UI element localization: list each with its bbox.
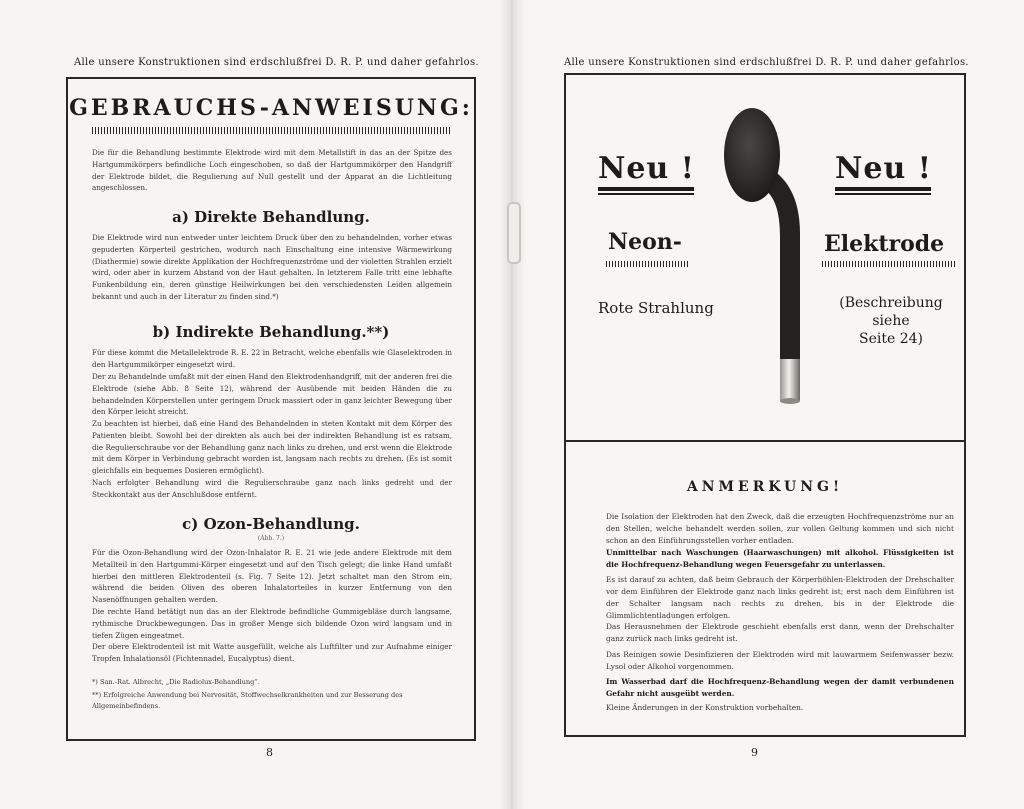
red-radiation-note: Rote Strahlung: [598, 299, 714, 317]
electrode-metal-tip: [780, 359, 800, 401]
intro-paragraph: Die für die Behandlung bestimmte Elektrode wird mit dem Metallstift in das an der Spitze des Hartgummikörpers befindliche Loch eingeschoben, so daß der Hartgummikörper den Handgriff der Elektrode bildet, die Regulierung auf Null gestellt und der Apparat an die Lichtleitung angeschlossen.: [92, 148, 452, 193]
right-page: [512, 0, 1024, 809]
elektrode-hatch-rule: [822, 261, 956, 267]
section-b-paragraph-3: Zu beachten ist hierbei, daß eine Hand des Behandelnden in steten Kontakt mit dem Körper des Patienten bleibt. Sowohl bei der direkten als auch bei der indirekten Behandlung ist es ratsam, die Regulierschraube vor der Behandlung ganz nach links zu drehen, und erst wenn die Elektrode mit dem Körper in Verbindung gebracht worden ist, langsam nach rechts zu drehen. (Es ist somit gleichfalls ein bequemes Dosieren ermöglicht).: [92, 419, 452, 476]
page-title: GEBRAUCHS-ANWEISUNG:: [69, 95, 473, 121]
electrode-head: [724, 108, 780, 202]
note-title: ANMERKUNG!: [686, 479, 844, 495]
description-line-2: siehe: [872, 313, 910, 329]
page-number-left: 8: [266, 746, 273, 759]
note-paragraph-3: Es ist darauf zu achten, daß beim Gebrauch der Körperhöhlen-Elektroden der Drehschalter vor dem Einführen der Elektrode ganz nach links gedreht ist; erst nach dem Einführen ist der Schalter langsam nach rechts zu drehen, bis in der Elektrode die Glimmlichtentladungen erfolgen.: [606, 575, 954, 620]
section-divider: [566, 440, 964, 442]
neu-label-right: Neu !: [835, 151, 932, 186]
neon-electrode-illustration: [716, 105, 816, 415]
section-b-paragraph-4: Nach erfolgter Behandlung wird die Regulierschraube ganz nach links gedreht und der Steckkontakt aus der Anschlußdose entfernt.: [92, 478, 452, 499]
neu-underline-right: [835, 187, 931, 191]
note-paragraph-6: Im Wasserbad darf die Hochfrequenz-Behandlung wegen der damit verbundenen Gefahr nicht ausgeübt werden.: [606, 677, 954, 698]
left-page-header: Alle unsere Konstruktionen sind erdschlußfrei D. R. P. und daher gefahrlos.: [74, 57, 479, 68]
section-c-caption: (Abb. 7.): [257, 535, 285, 542]
neu-underline-left-2: [598, 193, 694, 195]
section-b-heading: b) Indirekte Behandlung.**): [152, 323, 390, 341]
page-number-right: 9: [751, 746, 758, 759]
note-paragraph-5: Das Reinigen sowie Desinfizieren der Elektroden wird mit lauwarmem Seifenwasser bezw. Lysol oder Alkohol vorgenommen.: [606, 650, 954, 671]
note-paragraph-1: Die Isolation der Elektroden hat den Zweck, daß die erzeugten Hochfrequenzströme nur an den Stellen, welche behandelt werden sollen, zur vollen Geltung kommen und sich nicht schon an den Einführungsstellen vorher entladen.: [606, 512, 954, 545]
word-elektrode: Elektrode: [824, 231, 945, 257]
gutter-shadow: [498, 0, 526, 809]
section-c-paragraph-2: Die rechte Hand betätigt nun das an der Elektrode befindliche Gummigebläse durch langsame, rythmische Druckbewegungen. Das in großer Menge sich bildende Ozon wird langsam und in tiefen Zügen eingeatmet.: [92, 607, 452, 640]
note-paragraph-7: Kleine Änderungen in der Konstruktion vorbehalten.: [606, 703, 804, 712]
binding-staple: [507, 202, 521, 264]
neu-underline-left: [598, 187, 694, 191]
left-page-frame: [66, 77, 476, 741]
section-a-heading: a) Direkte Behandlung.: [172, 208, 370, 226]
description-line-3: Seite 24): [859, 331, 923, 347]
section-c-paragraph-3: Der obere Elektrodenteil ist mit Watte ausgefüllt, welche als Luftfilter und zur Aufnahme einiger Tropfen Inhalationsöl (Fichtennadel, Eucalyptus) dient.: [92, 642, 452, 663]
note-paragraph-4: Das Herausnehmen der Elektrode geschieht ebenfalls erst dann, wenn der Drehschalter ganz zurück nach links gedreht ist.: [606, 622, 954, 643]
note-paragraph-2: Unmittelbar nach Waschungen (Haarwaschungen) mit alkohol. Flüssigkeiten ist die Hochfrequenz-Behandlung wegen Feuersgefahr zu unterlassen.: [606, 548, 954, 569]
right-page-frame: [564, 73, 966, 737]
title-hatch-rule: [92, 127, 450, 134]
electrode-tip-end: [780, 398, 800, 404]
section-b-paragraph-1: Für diese kommt die Metallelektrode R. E. 22 in Betracht, welche ebenfalls wie Glaselektroden in den Hartgummikörper eingesetzt wird.: [92, 348, 452, 369]
word-neon: Neon-: [608, 229, 682, 255]
right-page-header: Alle unsere Konstruktionen sind erdschlußfrei D. R. P. und daher gefahrlos.: [564, 57, 969, 68]
neon-hatch-rule: [606, 261, 690, 267]
footnote-1: *) San.-Rat. Albrecht, „Die Radiolux-Behandlung“.: [92, 678, 260, 686]
description-line-1: (Beschreibung: [839, 295, 943, 311]
section-c-heading: c) Ozon-Behandlung.: [182, 515, 360, 533]
neu-label-left: Neu !: [598, 151, 695, 186]
footnote-2: **) Erfolgreiche Anwendung bei Nervosität, Stoffwechselkrankheiten und zur Besserung des Allgemeinbefindens.: [92, 691, 403, 710]
section-c-paragraph-1: Für die Ozon-Behandlung wird der Ozon-Inhalator R. E. 21 wie jede andere Elektrode mit dem Metallteil in den Hartgummi-Körper eingesetzt und auf den Tisch gelegt; die linke Hand umfaßt hierbei den mittleren Elektrodenteil (s. Fig. 7 Seite 12). Jetzt schaltet man den Strom ein, während die beiden Oliven des oberen Inhalatorteiles in kurzer Entfernung von den Nasenöffnungen gehalten werden.: [92, 548, 452, 605]
section-b-paragraph-2: Der zu Behandelnde umfaßt mit der einen Hand den Elektrodenhandgriff, mit der anderen frei die Elektrode (siehe Abb. 8 Seite 12), während der Ausübende mit beiden Händen die zu behandelnden Körperstellen unter geringem Druck massiert oder in ganz leichter Bewegung über den Körper leicht streicht.: [92, 372, 452, 417]
neu-underline-right-2: [835, 193, 931, 195]
section-a-text: Die Elektrode wird nun entweder unter leichtem Druck über den zu behandelnden, vorher etwas gepuderten Körperteil gestrichen, wodurch nach Einschaltung eine intensive Wärmewirkung (Diathermie) sowie direkte Applikation der Hochfrequenzströme und der violetten Strahlen erzielt wird, oder aber in kurzem Abstand von der Haut gehalten. In letzterem Falle tritt eine lebhafte Funkenbildung ein, deren günstige Heilwirkungen bei den verschiedensten Leiden allgemein bekannt und auch in der Literatur zu finden sind.*): [92, 233, 452, 301]
